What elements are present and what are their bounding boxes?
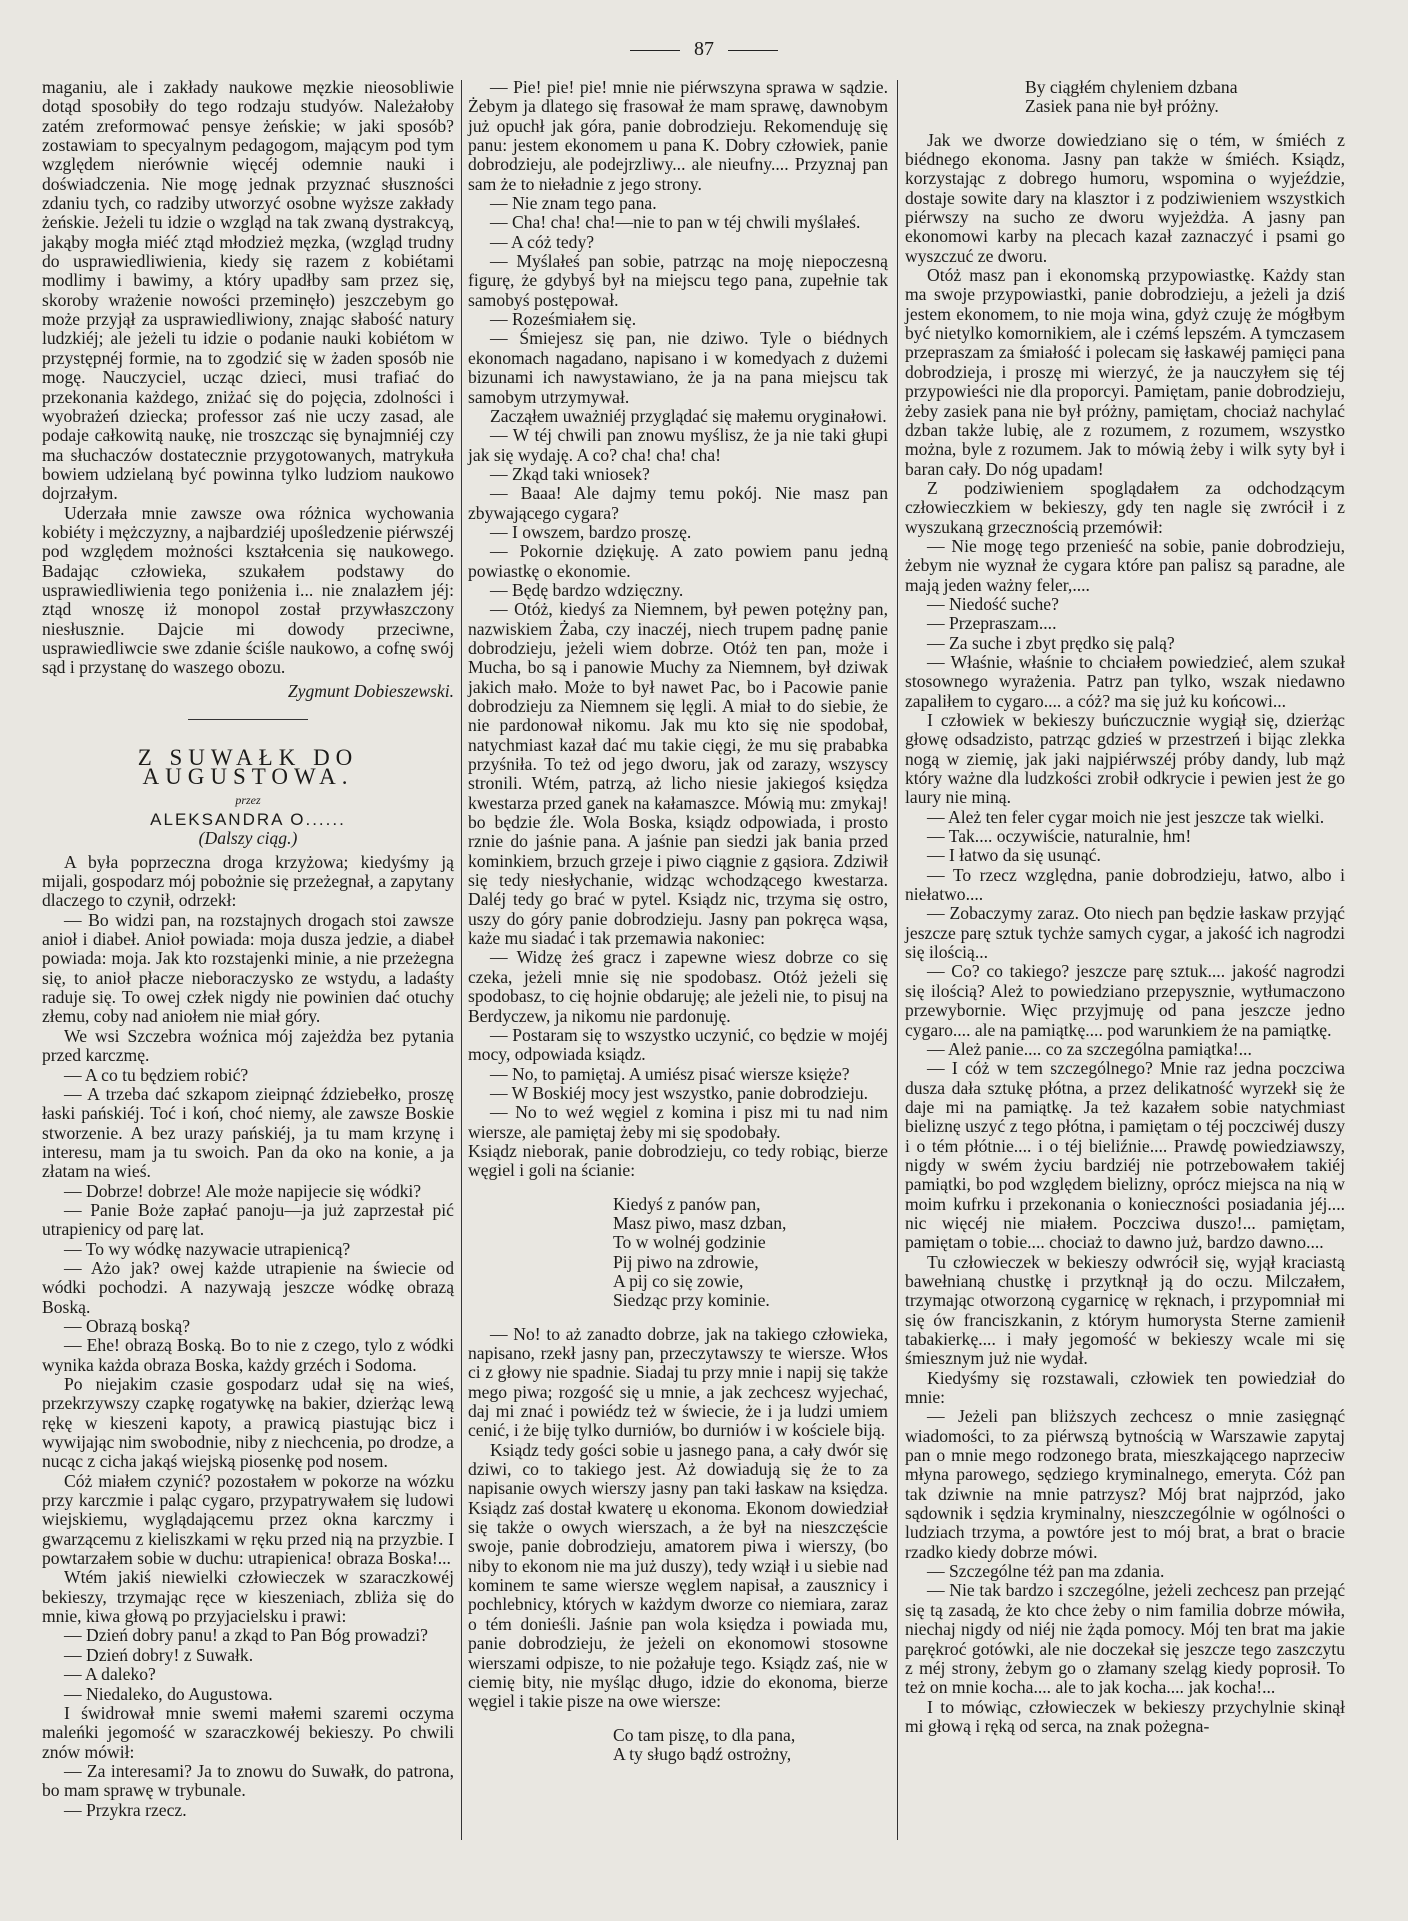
paragraph: — Nie tak bardzo i szczególne, jeżeli zechcesz pan przejąć się tą zasadą, że kto chce żeby o nim familia dobrze mówiła, niechaj nigdy od niéj nie żąda pomocy. Mój ten brat ma jakie parękroć gotówki, ale nie doczekał się jeszcze tego zaszczytu z méj strony, żebym go o złamany szeląg kiedy poprosił. To też on mnie kocha.... ale to jak kocha.... jak kocha!... (905, 1580, 1345, 1698)
paragraph: — No to weź węgiel z komina i pisz mi tu nad nim wiersze, ale pamiętaj żeby mi się spodobały. (468, 1102, 888, 1142)
paragraph: — Dzień dobry panu! a zkąd to Pan Bóg prowadzi? (64, 1625, 428, 1646)
poem-line: Co tam piszę, to dla pana, (613, 1724, 796, 1745)
paragraph: Ksiądz tedy gości sobie u jasnego pana, a cały dwór się dziwi, co to takiego jest. Aż dowiadują się że to za napisanie owych wierszy jasny pan taki łaskaw na księdza. Ksiądz zaś dostał kwaterę u ekonoma. Ekonom dowiedział się także o owych wierszach, a że był na nieszczęście swoje, panie dobrodzieju, amatorem piwa i wierszy, (bo niby to ekonom nie ma już duszy), tedy wziął i u siebie nad kominem te same wiersze węglem napisał, a zausznicy i pochlebnicy, których w każdym dworze co niemiara, zaraz o tém donieśli. Jaśnie pan wola księdza i powiada mu, panie dobrodzieju, że jeżeli on ekonomowi stosowne wierszami odpisze, to nie pożałuje tego. Ksiądz zaś, nie w ciemię bity, nie myśląc długo, idzie do ekonoma, bierze węgiel i takie pisze na owe wiersze: (468, 1439, 888, 1712)
page-number-dash-left (630, 50, 680, 51)
poem-line: Zasiek pana nie był próżny. (1025, 96, 1219, 117)
column-2 (468, 78, 888, 1764)
section-separator (188, 719, 308, 720)
paragraph: Zacząłem uważniéj przyglądać się małemu oryginałowi. (490, 405, 887, 426)
paragraph: — Przepraszam.... (927, 613, 1057, 634)
paragraph: I świdrował mnie swemi małemi szaremi oczyma maleńki jegomość w szaraczkowéj bekieszy. Po chwili znów mówił: (42, 1702, 454, 1762)
paragraph: — Niedość suche? (927, 593, 1059, 614)
page-number-dash-right (728, 50, 778, 51)
paragraph: — Cha! cha! cha!—nie to pan w téj chwili myślałeś. (490, 212, 861, 233)
paragraph: — A cóż tedy? (490, 231, 595, 252)
paragraph: — Ależ panie.... co za szczególna pamiątka!... (927, 1038, 1252, 1059)
paragraph: — Dzień dobry! z Suwałk. (64, 1644, 254, 1665)
paragraph: — Otóż, kiedyś za Niemnem, był pewen potężny pan, nazwiskiem Żaba, czy inaczéj, niech trupem padnę panie dobrodzieju, jeżeli wiem dobrze. Otóż ten pan, może i Mucha, bo są i panowie Muchy za Niemnem, był dziwak jakich mało. Może to był nawet Pac, bo i Pacowie panie dobrodzieju za Niemnem się lęgli. A miał to do siebie, że nie pardonował nikomu. Jak mu kto się nie spodobał, natychmiast kazał dać mu takie cięgi, że mu się prababka przyśniła. To też od jego dworu, jak od zarazy, wszyscy stronili. Wtém, patrzą, aż licho niesie jakiegoś księdza kwestarza przed ganek na kałamaszce. Mówią mu: zmykaj! bo będzie źle. Wola Boska, ksiądz odpowiada, i prosto rznie do jaśnie pana. A jaśnie pan siedzi jak bania przed kominkiem, brzuch grzeje i piwo ciągnie z gąsiora. Zdziwił się tedy niesłychanie, widząc wchodzącego kwestarza. Daléj tedy go brać w pytel. Ksiądz nic, trzyma się ostro, uszy do góry panie dobrodzieju. Jasny pan pokręca wąsa, każe mu siadać i tak przemawia nakoniec: (468, 599, 888, 949)
paragraph: — A trzeba dać szkapom zieipnąć ździebełko, proszę łaski pańskiéj. Toć i koń, choć niemy, ale zawsze Boskie stworzenie. A bez urazy pańskiéj, ja tu mam krzynę i interesu, mam ja tu swoich. Pan da oko na konie, a ja złatam na wieś. (42, 1083, 454, 1182)
paragraph: — Zobaczymy zaraz. Oto niech pan będzie łaskaw przyjąć jeszcze parę sztuk tychże samych cygar, a jakość ich nagrodzi się ilością... (905, 903, 1345, 963)
poem-line: A pij co się zowie, (613, 1270, 744, 1291)
paragraph: — Widzę żeś gracz i zapewne wiesz dobrze co się czeka, jeżeli mnie się nie spodobasz. Otóż jeżeli się spodobasz, to cię hojnie obdaruję; ale jeżeli nie, to pisuj na Berdyczew, ja nikomu nie pardonuję. (468, 947, 888, 1026)
paragraph: — To wy wódkę nazywacie utrapienicą? (64, 1238, 351, 1259)
paragraph: I to mówiąc, człowieczek w bekieszy przychylnie skinął mi głową i ręką od serca, na znak pożegna- (905, 1696, 1345, 1736)
paragraph: — Właśnie, właśnie to chciałem powiedzieć, alem szukał stosownego wyrażenia. Patrz pan tylko, wszak niedawno zapaliłem to cygaro.... a cóż? ma się już ku końcowi... (905, 651, 1345, 711)
paragraph: — Pokornie dziękuję. A zato powiem panu jedną powiastkę o ekonomie. (468, 541, 888, 581)
page-number (0, 38, 1408, 61)
paragraph: — Co? co takiego? jeszcze parę sztuk.... jakość nagrodzi się ilością? Ależ to powiedziano przepysznie, wytłumaczono przewybornie. Więc przyjmuję od pana jeszcze jedno cygaro.... ale na pamiątkę.... pod warunkiem że na pamiątkę. (905, 961, 1345, 1040)
paragraph: — I cóż w tem szczególnego? Mnie raz jedna poczciwa dusza dała sztukę płótna, a przez delikatność wyrzekł się że daje mi na pamiątkę. Ja też kazałem sobie natychmiast bieliznę uszyć z tego płótna, i pamiętam o téj poczciwéj duszy i o tém płótnie.... i o téj bieliźnie.... Prawdę powiedziawszy, nigdy w swém życiu bardziéj nie potrzebowałem takiéj pamiątki, bo pod względem bielizny, oprócz miejsca na nią w moim kufrku i przekonania o konieczności posiadania jéj.... nic więcéj nie miałem. Poczciwa duszo!... pamiętam, pamiętam o tobie.... chociaż to dawno już, bardzo dawno.... (905, 1058, 1345, 1253)
paragraph: — Zkąd taki wniosek? (490, 463, 650, 484)
paragraph: — Za suche i zbyt prędko się palą? (927, 632, 1175, 653)
paragraph: Otóż masz pan i ekonomską przypowiastkę. Każdy stan ma swoje przypowiastki, panie dobrodzieju, a jeżeli ja dziś jestem ekonomem, to nie moja wina, gdyż czuję że mógłbym być nietylko komornikiem, ale i czémś lepszém. A tymczasem przepraszam za śmiałość i polecam się łaskawéj pamięci pana dobrodzieja, i proszę mi wierzyć, że ja nauczyłem się téj przypowieści nie dla proporcyi. Pamiętam, panie dobrodzieju, żeby zasiek pana nie był próżny, pamiętam, chociaż nachylać dzban także lubię, ale z rozumem, z rozumem, wszystko można, byle z rozumem. Jak to mówią żeby i wilk syty był i baran cały. Do nóg upadam! (905, 265, 1345, 479)
paragraph: — Niedaleko, do Augustowa. (64, 1683, 273, 1704)
paragraph: — Jeżeli pan bliższych zechcesz o mnie zasięgnąć wiadomości, to za piérwszą bytnością w Warszawie zapytaj pan o mnie mego rodzonego brata, mieszkającego naprzeciw młyna parowego, sędziego kryminalnego, emeryta. Cóż pan tak dziwnie na mnie patrzysz? Mój brat najprzód, jako sądownik i sędzia kryminalny, nieszczególnie w ogólności o ludziach trzyma, a powtóre jest to mój brat, a brat o bracie rzadko kiedy dobrze mówi. (905, 1406, 1345, 1562)
article-title: Z SUWAŁK DO AUGUSTOWA. (137, 745, 359, 790)
page-number-text: 87 (694, 38, 714, 60)
paragraph: — Nie znam tego pana. (490, 193, 657, 214)
poem-line: A ty sługo bądź ostrożny, (613, 1743, 792, 1764)
paragraph: — Będę bardzo wdzięczny. (490, 579, 684, 600)
paragraph: — Za interesami? Ja to znowu do Suwałk, do patrona, bo mam sprawę w trybunale. (42, 1760, 454, 1801)
paragraph: — Panie Boże zapłać panoju—ja już zaprzestał pić utrapienicy od parę lat. (42, 1199, 454, 1240)
paragraph: — W Boskiéj mocy jest wszystko, panie dobrodzieju. (490, 1082, 869, 1103)
paragraph: — W téj chwili pan znowu myślisz, że ja nie taki głupi jak się wydaję. A co? cha! cha! cha! (468, 425, 888, 465)
paragraph: Jak we dworze dowiedziano się o tém, w śmiéch z biédnego ekonoma. Jasny pan także w śmiéch. Ksiądz, korzystając z dobrego humoru, wspomina o wyjeździe, dostaje sowite dary na klasztor i z podziwieniem wszystkich piérwszy na sucho ze dworu wyjeżdża. A jasny pan ekonomowi karby na plecach kazał zaznaczyć i psami go wyszczuć ze dworu. (905, 129, 1345, 266)
paragraph: I człowiek w bekieszy buńczucznie wygiął się, dzierżąc głowę odsadzisto, patrząc gdzieś w przestrzeń i bijąc zlekka nogą w ziemię, jak jaki najpiérwszéj próby dandy, lub mąż który ważne dla ludzkości zrobił odkrycie i pewien jest że go laury nie miną. (905, 710, 1345, 808)
paragraph: — Baaa! Ale dajmy temu pokój. Nie masz pan zbywającego cygara? (468, 483, 888, 523)
paragraph: — To rzecz względna, panie dobrodzieju, łatwo, albo i niełatwo.... (905, 864, 1345, 905)
paragraph: — I łatwo da się usunąć. (927, 845, 1101, 866)
continued-note: (Dalszy ciąg.) (198, 828, 298, 849)
paragraph: — Dobrze! dobrze! Ale może napijecie się wódki? (64, 1180, 422, 1201)
paragraph: Tu człowieczek w bekieszy odwrócił się, wyjął kraciastą bawełnianą chustkę i przytknął ją do oczu. Milczałem, trzymając otworzoną cygarnicę w ręknach, i przypomniał mi się ów franciszkanin, z którym humorysta Sterne zamienił tabakierkę.... i mały jegomość w bekieszy wcale mi się śmiesznym już nie wydał. (905, 1251, 1345, 1369)
paragraph: Uderzała mnie zawsze owa różnica wychowania kobiéty i mężczyzny, a najbardziéj upośledzenie piérwszéj pod względem możności kształcenia się naukowego. Badając człowieka, szukałem podstawy do usprawiedliwienia tego poniżenia i... nie znalazłem jéj: ztąd wnoszę iż monopol został przywłaszczony niesłusznie. Dajcie mi dowody przeciwne, usprawiedliwcie swe zdanie ściśle naukowo, a cofnę swój sąd i przystanę do waszego obozu. (42, 502, 454, 678)
paragraph: — Nie mogę tego przenieść na sobie, panie dobrodzieju, żebym nie wyznał że cygara które pan palisz są paradne, ale mają jeden ważny feler,.... (905, 535, 1345, 595)
paragraph: Cóż miałem czynić? pozostałem w pokorze na wózku przy karczmie i paląc cygaro, przypatrywałem się ludowi wiejskiemu, wyglądającemu przez okna karczmy i gwarzącemu z kieliszkami w ręku przed nią na przyzbie. I powtarzałem sobie w duchu: utrapienica! obraza Boska!... (42, 1470, 454, 1569)
paragraph: Z podziwieniem spoglądałem za odchodzącym człowieczkiem w bekieszy, gdy ten nagle się zwrócił i z wyszukaną grzecznością przemówił: (905, 477, 1345, 537)
article-author: ALEKSANDRA O...... (150, 810, 346, 830)
paragraph: — Przykra rzecz. (64, 1799, 187, 1820)
paragraph: — I owszem, bardzo proszę. (490, 521, 692, 542)
paragraph: — A daleko? (64, 1664, 156, 1685)
paragraph: — A co tu będziem robić? (64, 1064, 249, 1085)
poem-line: Kiedyś z panów pan, (613, 1193, 761, 1214)
paragraph: — Ehe! obrazą Boską. Bo to nie z czego, tylo z wódki wynika każda obraza Boska, każdy grzéch i Sodoma. (42, 1335, 454, 1375)
author-signature: Zygmunt Dobieszewski. (287, 680, 454, 701)
paragraph: — No, to pamiętaj. A umiész pisać wiersze księże? (490, 1063, 850, 1084)
paragraph: — Roześmiałem się. (490, 309, 637, 330)
paragraph: — Myślałeś pan sobie, patrząc na moję niepoczesną figurę, że gdybyś był na miejscu tego pana, zupełnie tak samobyś postępował. (468, 251, 888, 310)
paragraph: — Ażo jak? owej każde utrapienie na świecie od wódki pochodzi. A nazywają jeszcze wódkę obrazą Boską. (42, 1257, 454, 1317)
paragraph-continued: maganiu, ale i zakłady naukowe męzkie nieosobliwie dotąd sposobiły do tego rodzaju studyów. Należałoby zatém zreformować pensye żeńskie; w jaki sposób? zostawiam to specyalnym pedagogom, mającym pod tym względem nierównie więcéj odemnie nauki i doświadczenia. Nie mogę jednak przyznać słuszności zdaniu tych, co radziby utworzyć osobne wyższe zakłady żeńskie. Jeżeli tu idzie o wzgląd na tak zwaną dystrakcyą, jakąby mogła miéć ztąd młodzież męzka, (wzgląd trudny do usprawiedliwienia, kiedy się razem z kobiétami modlimy i bawimy, a który upadłby sam przez się, skoroby wrażenie nowości przeminęło) jeszczebym go może przyjął za usprawiedliwiony, znając słabość natury ludzkiéj; ale jeżeli tu idzie o podanie nauki kobiétom w przystępnéj formie, na to zgodzić się w żaden sposób nie mogę. Nauczyciel, ucząc dzieci, musi trafiać do przekonania każdego, zniżać się do pojęcia, zdolności i wyobrażeń dziecka; professor zaś nie uczy zasad, ale podaje całkowitą naukę, nie troszcząc się bynajmniéj czy ma słuchaczów dostatecznie przygotowanych, matrykuła bowiem udzielaną być powinna tylko ludziom naukowo dojrzałym. (42, 77, 454, 504)
column-1 (42, 78, 454, 1820)
column-rule (897, 80, 898, 1840)
paragraph: — Śmiejesz się pan, nie dziwo. Tyle o biédnych ekonomach nagadano, napisano i w komedyach z dużemi bizunami ich nawystawiano, że ja na pana miejscu tak samobym utrzymywał. (468, 328, 888, 407)
poem-line: Siedząc przy kominie. (613, 1290, 770, 1311)
paragraph: — Bo widzi pan, na rozstajnych drogach stoi zawsze anioł i diabeł. Anioł powiada: moja dusza jedzie, a diabeł powiada: moja. Jak kto rozstajenki minie, a nie przeżegna się, to anioł płacze nieboraczysko ze wstydu, a ladaśty raduje się. To owej człek nigdy nie powinien dać otuchy złemu, coby nad aniołem nie miał góry. (42, 909, 454, 1027)
column-rule (461, 80, 462, 1840)
paragraph: — Tak.... oczywiście, naturalnie, hm! (927, 826, 1192, 847)
paragraph-continued: Ksiądz nieborak, panie dobrodzieju, co tedy robiąc, bierze węgiel i goli na ścianie: (468, 1140, 888, 1181)
paragraph: Kiedyśmy się rozstawali, człowiek ten powiedział do mnie: (905, 1367, 1345, 1408)
paragraph: — Pie! pie! pie! mnie nie piérwszyna sprawa w sądzie. Żebym ja dlatego się frasował że mam sprawę, dawnobym już opuchł jak góra, panie dobrodzieju. Rekomenduję się panu: jestem ekonomem u pana K. Dobry człowiek, panie dobrodzieju, ale podejrzliwy... ale nieufny.... Przyznaj pan sam że to nieładnie z jego strony. (468, 77, 888, 194)
poem-line: By ciągłém chyleniem dzbana (1025, 77, 1238, 97)
paragraph: — Ależ ten feler cygar moich nie jest jeszcze tak wielki. (927, 806, 1325, 827)
paragraph: — No! to aż zanadto dobrze, jak na takiego człowieka, napisano, rzekł jasny pan, przeczytawszy te wiersze. Włos ci z głowy nie spadnie. Siadaj tu przy mnie i napij się także mego piwa; rozgość się u mnie, a jak zechcesz wyjechać, daj mi znać i powiédz też w świecie, że i ja ludzi umiem cenić, i że biję tylko durniów, bo durniów i w kościele biją. (468, 1323, 888, 1441)
paragraph: A była poprzeczna droga krzyżowa; kiedyśmy ją mijali, gospodarz mój pobożnie się przeżegnał, a zapytany dlaczego to czynił, odrzekł: (42, 851, 454, 911)
paragraph: Wtém jakiś niewielki człowieczek w szaraczkowéj bekieszy, trzymając ręce w kieszeniach, zbliża się do mnie, kiwa głową po przyjacielsku i prawi: (42, 1567, 454, 1627)
paragraph: — Postaram się to wszystko uczynić, co będzie w mojéj mocy, odpowiada ksiądz. (468, 1024, 888, 1065)
poem-line: Masz piwo, masz dzban, (613, 1212, 787, 1233)
paragraph: Po niejakim czasie gospodarz udał się na wieś, przekrzywszy czapkę rogatywkę na bakier, dzierżąc lewą rękę w kieszeni kapoty, a prawicą piastując bicz i wywijając nim swobodnie, niby z niechcenia, po drodze, a nucąc z cicha jakąś wiejską piosenkę pod nosem. (42, 1374, 454, 1472)
paragraph: — Szczególne téż pan ma zdania. (927, 1561, 1165, 1582)
poem-line: Pij piwo na zdrowie, (613, 1251, 759, 1272)
paragraph: — Obrazą boską? (64, 1315, 191, 1336)
column-3 (905, 78, 1345, 1736)
paragraph: We wsi Szczebra woźnica mój zajeżdża bez pytania przed karczmę. (42, 1025, 454, 1066)
byline-prefix: przez (235, 792, 261, 807)
poem-line: To w wolnéj godzinie (613, 1232, 766, 1253)
